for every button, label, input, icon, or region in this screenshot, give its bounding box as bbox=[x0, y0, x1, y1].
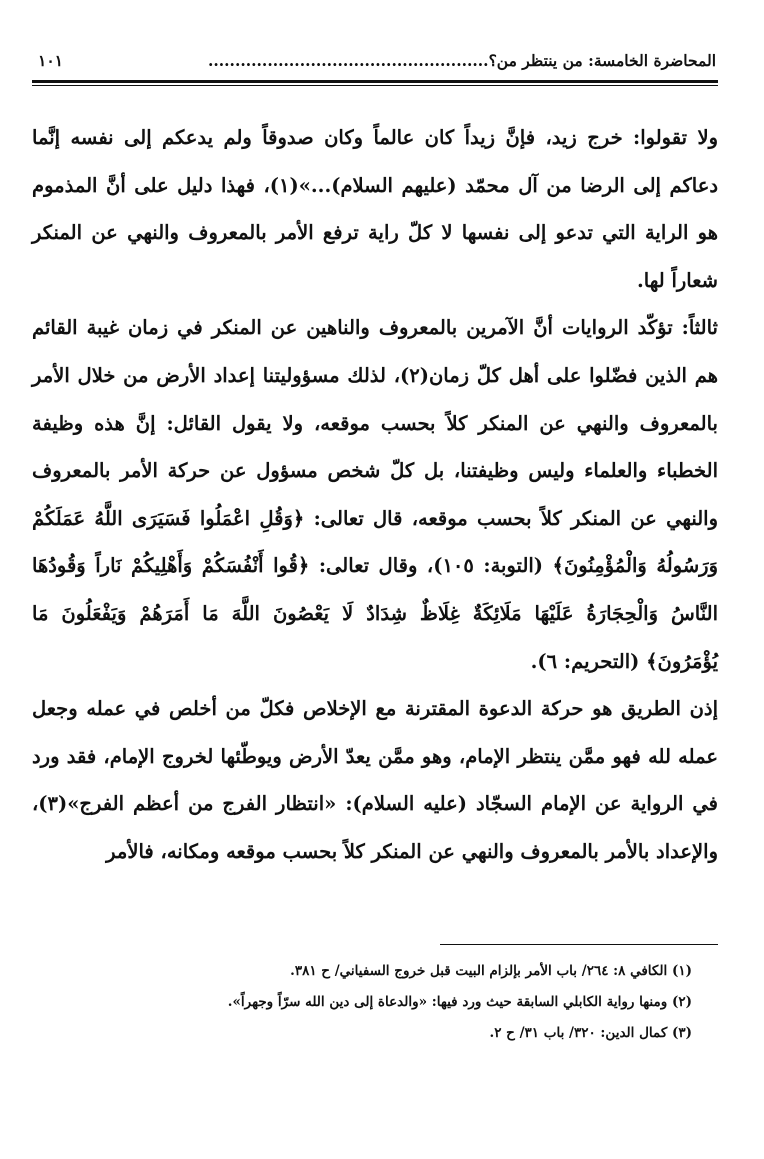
footnotes bbox=[32, 956, 718, 1049]
footnote: (٣) كمال الدين: ٣٢٠/ باب ٣١/ ح ٢. bbox=[489, 1025, 692, 1041]
page-number: ١٠١ bbox=[38, 51, 63, 70]
paragraph: ثالثاً: تؤكّد الروايات أنَّ الآمرين بالمعروف والناهين عن المنكر في زمان غيبة القائم هم الذين فضّلوا على أهل كلّ زمان(٢)، لذلك مسؤوليتنا إعداد الأرض من خلال الأمر بالمعروف والنهي عن المنكر كلاً بحسب موقعه، ولا يقول القائل: إنَّ هذه وظيفة الخطباء والعلماء وليس وظيفتنا، بل كلّ شخص مسؤول عن حركة الأمر بالمعروف والنهي عن المنكر كلاً بحسب موقعه، قال تعالى: ﴿وَقُلِ اعْمَلُوا فَسَيَرَى اللَّهُ عَمَلَكُمْ وَرَسُولُهُ وَالْمُؤْمِنُونَ﴾ (التوبة: ١٠٥)، وقال تعالى: ﴿قُوا أَنْفُسَكُمْ وَأَهْلِيكُمْ نَاراً وَقُودُهَا النَّاسُ وَالْحِجَارَةُ عَلَيْهَا مَلَائِكَةٌ غِلَاظٌ شِدَادٌ لَا يَعْصُونَ اللَّهَ مَا أَمَرَهُمْ وَيَفْعَلُونَ مَا يُؤْمَرُونَ﴾ (التحريم: ٦). bbox=[32, 316, 718, 673]
header-rule-thin bbox=[32, 85, 718, 86]
body-text bbox=[32, 114, 718, 876]
footnote: (١) الكافي ٨: ٢٦٤/ باب الأمر بإلزام البيت قبل خروج السفياني/ ح ٣٨١. bbox=[290, 963, 692, 979]
chapter-title: المحاضرة الخامسة: من ينتظر من؟.................................................... bbox=[207, 51, 716, 70]
footnote-separator bbox=[440, 944, 718, 945]
paragraph: إذن الطريق هو حركة الدعوة المقترنة مع الإخلاص فكلّ من أخلص في عمله وجعل عمله لله فهو ممَّن ينتظر الإمام، وهو ممَّن يعدّ الأرض ويوطّئها لخروج الإمام، فقد ورد في الرواية عن الإمام السجّاد (عليه السلام): «انتظار الفرج من أعظم الفرج»(٣)، والإعداد بالأمر بالمعروف والنهي عن المنكر كلاً بحسب موقعه ومكانه، فالأمر bbox=[32, 697, 718, 863]
paragraph: ولا تقولوا: خرج زيد، فإنَّ زيداً كان عالماً وكان صدوقاً ولم يدعكم إلى نفسه إنَّما دعاكم إلى الرضا من آل محمّد (عليهم السلام)...»(١)، فهذا دليل على أنَّ المذموم هو الراية التي تدعو إلى نفسها لا كلّ راية ترفع الأمر بالمعروف والنهي عن المنكر شعاراً لها. bbox=[32, 126, 719, 292]
footnote: (٢) ومنها رواية الكابلي السابقة حيث ورد فيها: «والدعاة إلى دين الله سرّاً وجهراً». bbox=[227, 994, 692, 1010]
running-header bbox=[32, 48, 718, 74]
book-page bbox=[32, 38, 718, 1138]
header-rule bbox=[32, 80, 718, 83]
